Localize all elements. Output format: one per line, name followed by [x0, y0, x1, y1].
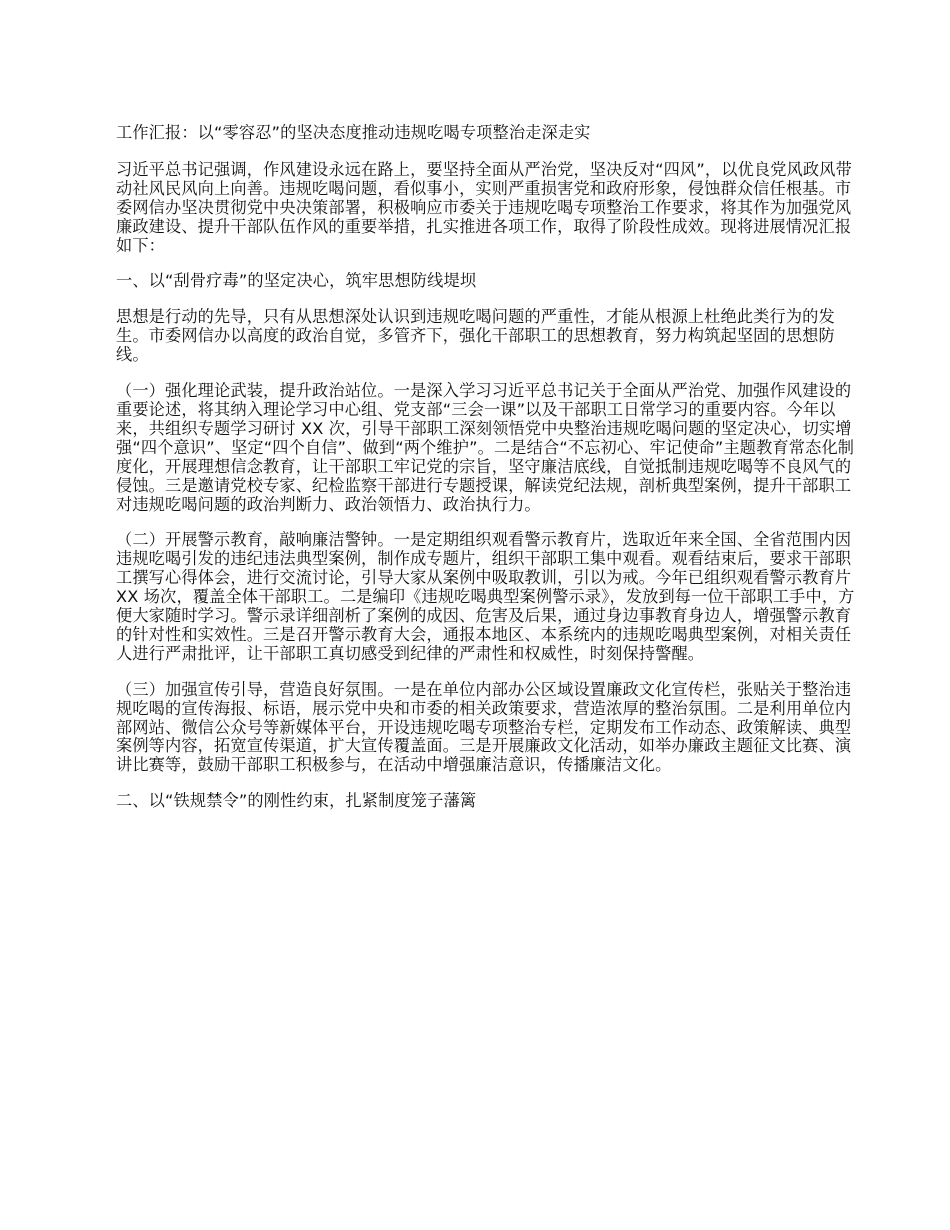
document-page — [116, 124, 856, 1108]
blank-page-area — [116, 828, 856, 1108]
intro-paragraph: 习近平总书记强调，作风建设永远在路上，要坚持全面从严治党，坚决反对“四风”，以优良党风政风带动社风民风向上向善。违规吃喝问题，看似事小，实则严重损害党和政府形象，侵蚀群众信任根基。市委网信办坚决贯彻党中央决策部署，积极响应市委关于违规吃喝专项整治工作要求，将其作为加强党风廉政建设、提升干部队伍作风的重要举措，扎实推进各项工作，取得了阶段性成效。现将进展情况汇报如下： — [116, 159, 852, 255]
section-1-item-3: （三）加强宣传引导，营造良好氛围。一是在单位内部办公区域设置廉政文化宣传栏，张贴关于整治违规吃喝的宣传海报、标语，展示党中央和市委的相关政策要求，营造浓厚的整治氛围。二是利用单位内部网站、微信公众号等新媒体平台，开设违规吃喝专项整治专栏，定期发布工作动态、政策解读、典型案例等内容，拓宽宣传渠道，扩大宣传覆盖面。三是开展廉政文化活动，如举办廉政主题征文比赛、演讲比赛等，鼓励干部职工积极参与，在活动中增强廉洁意识，传播廉洁文化。 — [116, 679, 852, 775]
document-title: 工作汇报：以“零容忍”的坚决态度推动违规吃喝专项整治走深走实 — [116, 123, 591, 142]
section-1-heading: 一、以“刮骨疗毒”的坚定决心，筑牢思想防线堤坝 — [116, 271, 477, 291]
section-2-heading: 二、以“铁规禁令”的刚性约束，扎紧制度笼子藩篱 — [116, 791, 477, 811]
section-1-lead-paragraph: 思想是行动的先导，只有从思想深处认识到违规吃喝问题的严重性，才能从根源上杜绝此类行为的发生。市委网信办以高度的政治自觉，多管齐下，强化干部职工的思想教育，努力构筑起坚固的思想防线。 — [116, 307, 835, 365]
section-1-item-2: （二）开展警示教育，敲响廉洁警钟。一是定期组织观看警示教育片，选取近年来全国、全省范围内因违规吃喝引发的违纪违法典型案例，制作成专题片，组织干部职工集中观看。观看结束后，要求干部职工撰写心得体会，进行交流讨论，引导大家从案例中吸取教训，引以为戒。今年已组织观看警示教育片 XX 场次，覆盖全体干部职工。二是编印《违规吃喝典型案例警示录》，发放到每一位干部职工手中，方便大家随时学习。警示录详细剖析了案例的成因、危害及后果，通过身边事教育身边人，增强警示教育的针对性和实效性。三是召开警示教育大会，通报本地区、本系统内的违规吃喝典型案例，对相关责任人进行严肃批评，让干部职工真切感受到纪律的严肃性和权威性，时刻保持警醒。 — [116, 530, 855, 663]
section-1-item-1: （一）强化理论武装，提升政治站位。一是深入学习习近平总书记关于全面从严治党、加强作风建设的重要论述，将其纳入理论学习中心组、党支部“三会一课”以及干部职工日常学习的重要内容。今年以来，共组织专题学习研讨 XX 次，引导干部职工深刻领悟党中央整治违规吃喝问题的坚定决心，切实增强“四个意识”、坚定“四个自信”、做到“两个维护”。二是结合“不忘初心、牢记使命”主题教育常态化制度化，开展理想信念教育，让干部职工牢记党的宗旨，坚守廉洁底线，自觉抵制违规吃喝等不良风气的侵蚀。三是邀请党校专家、纪检监察干部进行专题授课，解读党纪法规，剖析典型案例，提升干部职工对违规吃喝问题的政治判断力、政治领悟力、政治执行力。 — [116, 381, 855, 514]
